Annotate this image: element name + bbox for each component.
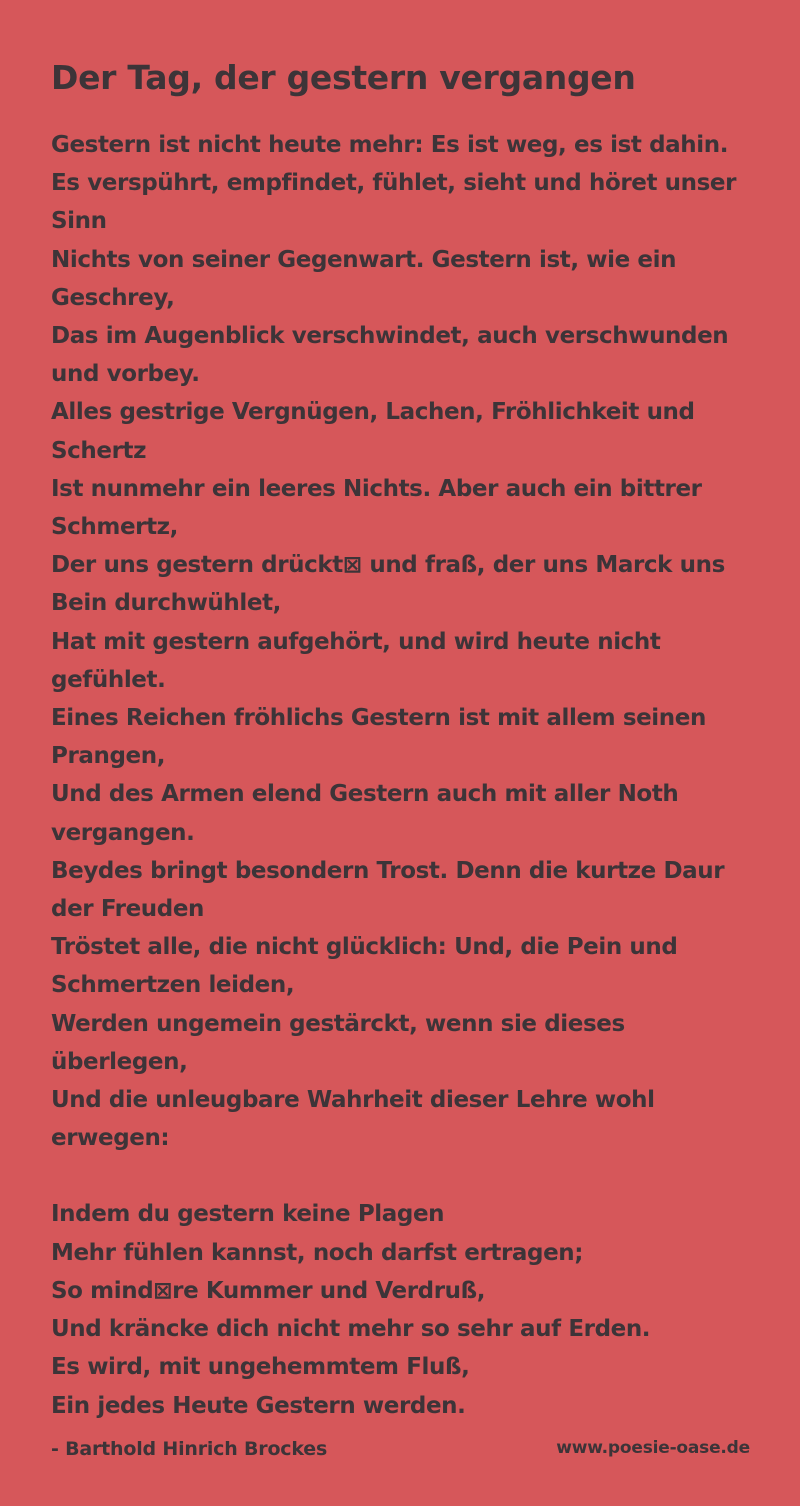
poem-line: Der uns gestern drückt⊠ und fraß, der uns Marck uns <box>51 552 725 579</box>
poem-author: - Barthold Hinrich Brockes <box>51 1437 328 1460</box>
poem-line: vergangen. <box>51 819 195 846</box>
poem-title: Der Tag, der gestern vergangen <box>51 58 636 97</box>
poem-line: Bein durchwühlet, <box>51 590 281 617</box>
poem-line: Prangen, <box>51 743 166 770</box>
poem-line: Schmertzen leiden, <box>51 972 295 999</box>
poem-line: Ist nunmehr ein leeres Nichts. Aber auch ein bittrer <box>51 475 702 502</box>
poem-line: Beydes bringt besondern Trost. Denn die kurtze Daur <box>51 857 725 884</box>
poem-line: Es wird, mit ungehemmtem Fluß, <box>51 1354 470 1381</box>
poem-line: der Freuden <box>51 896 205 923</box>
poem-line: Schertz <box>51 437 147 464</box>
poem-line: Nichts von seiner Gegenwart. Gestern ist, wie ein <box>51 246 677 273</box>
website-link[interactable]: www.poesie-oase.de <box>556 1438 750 1458</box>
poem-line: Sinn <box>51 208 107 235</box>
poem-line: Mehr fühlen kannst, noch darfst ertragen; <box>51 1239 584 1266</box>
stanza-2 <box>51 1195 756 1424</box>
poem-line: Schmertz, <box>51 514 178 541</box>
poem-line: und vorbey. <box>51 361 200 388</box>
poem-line: Das im Augenblick verschwindet, auch verschwunden <box>51 323 729 350</box>
poem-line: Und die unleugbare Wahrheit dieser Lehre wohl <box>51 1087 655 1114</box>
poem-line: Und des Armen elend Gestern auch mit aller Noth <box>51 781 679 808</box>
poem-line: gefühlet. <box>51 666 166 693</box>
poem-line: Und kräncke dich nicht mehr so sehr auf Erden. <box>51 1316 651 1343</box>
stanza-1 <box>51 126 756 1157</box>
poem-line: Eines Reichen fröhlichs Gestern ist mit allem seinen <box>51 705 706 732</box>
poem-line: Alles gestrige Vergnügen, Lachen, Fröhlichkeit und <box>51 399 695 426</box>
poem-line: Ein jedes Heute Gestern werden. <box>51 1392 466 1419</box>
poem-line: Indem du gestern keine Plagen <box>51 1201 445 1228</box>
poem-line: Gestern ist nicht heute mehr: Es ist weg, es ist dahin. <box>51 132 729 158</box>
poem-line: So mind⊠re Kummer und Verdruß, <box>51 1277 486 1304</box>
poem-line: Tröstet alle, die nicht glücklich: Und, die Pein und <box>51 934 678 961</box>
poem-line: Es verspührt, empfindet, fühlet, sieht und höret unser <box>51 170 737 197</box>
poem-line: Werden ungemein gestärckt, wenn sie dieses überlegen, <box>51 1010 625 1075</box>
stanza-divider <box>51 1157 756 1195</box>
poem-line: Geschrey, <box>51 284 175 311</box>
poem-line: erwegen: <box>51 1125 170 1152</box>
poem-line: Hat mit gestern aufgehört, und wird heute nicht <box>51 628 661 655</box>
